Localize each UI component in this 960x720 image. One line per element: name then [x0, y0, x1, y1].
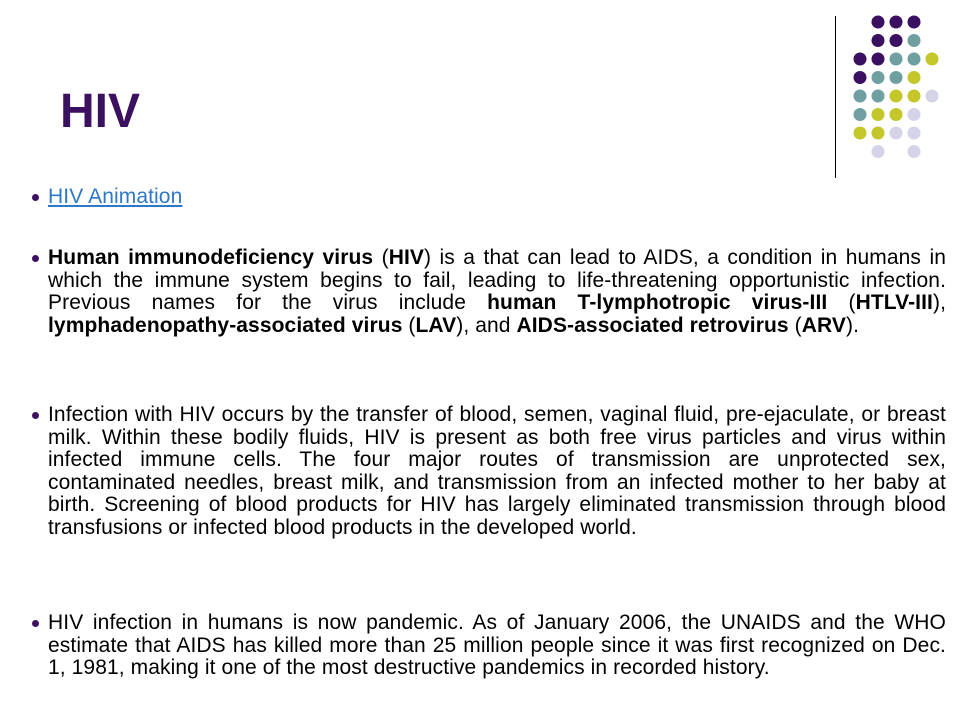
list-item	[36, 247, 946, 337]
bullet-icon	[32, 620, 39, 627]
hiv-animation-link[interactable]: HIV Animation	[48, 185, 183, 208]
decoration-dot	[854, 71, 867, 84]
decoration-dot	[872, 71, 885, 84]
text-span: ).	[845, 313, 860, 337]
text-span: (	[827, 291, 856, 314]
bullet-text: Infection with HIV occurs by the transfer of blood, semen, vaginal fluid, pre-ejaculate, or breast milk. Within these bodily fluids, HIV is present as both free virus particles and virus within infected immune cells. The four major routes of transmission are unprotected sex, contaminated needles, breast milk, and transmission from an infected mother to her baby at birth. Screening of blood products for HIV has largely eliminated transmission through blood transfusions or infected blood products in the developed world.	[48, 403, 946, 539]
decoration-dot	[854, 90, 867, 103]
decoration-dot	[926, 90, 939, 103]
decoration-dot	[890, 16, 903, 29]
text-span: (	[402, 313, 416, 337]
decoration-dot	[908, 71, 921, 84]
term-name: human T-lymphotropic virus-III	[487, 291, 828, 314]
text-span: (	[373, 246, 389, 269]
list-item	[36, 404, 946, 539]
decoration-dot	[908, 127, 921, 140]
text-span: ) is a that can lead to AIDS, a condition in humans in which the immune system begins to fail, leading to life-threatening opportunistic infection. Previous names for the virus include	[48, 246, 946, 314]
term-name: Human immunodeficiency virus	[48, 246, 374, 269]
text-span: ),	[932, 291, 947, 314]
decoration-dot	[890, 90, 903, 103]
decoration-dot	[908, 53, 921, 66]
dot-grid-decoration	[820, 10, 960, 180]
list-item	[36, 612, 946, 680]
bullet-icon	[32, 194, 39, 201]
decoration-dot	[872, 53, 885, 66]
decoration-dot	[872, 127, 885, 140]
term-abbrev: HIV	[388, 246, 425, 269]
text-span: (	[788, 313, 802, 337]
slide-title: HIV	[60, 85, 141, 138]
decoration-dot	[872, 16, 885, 29]
decoration-dot	[854, 108, 867, 121]
term-name: lymphadenopathy-associated virus	[48, 313, 403, 337]
decoration-dot	[872, 34, 885, 47]
bullet-text	[48, 247, 946, 337]
term-abbrev: LAV	[415, 313, 457, 337]
list-item	[36, 186, 182, 209]
decoration-dot	[890, 71, 903, 84]
decoration-dot	[890, 127, 903, 140]
vertical-divider	[835, 16, 836, 178]
decoration-dot	[926, 53, 939, 66]
decoration-dot	[890, 34, 903, 47]
bullet-icon	[32, 255, 39, 262]
decoration-dot	[908, 108, 921, 121]
term-name: AIDS-associated retrovirus	[516, 313, 789, 337]
decoration-dot	[890, 53, 903, 66]
decoration-dot	[908, 34, 921, 47]
bullet-text: HIV infection in humans is now pandemic. As of January 2006, the UNAIDS and the WHO estimate that AIDS has killed more than 25 million people since it was first recognized on Dec. 1, 1981, making it one of the most destructive pandemics in recorded history.	[48, 611, 946, 679]
term-abbrev: ARV	[801, 313, 846, 337]
decoration-dot	[908, 90, 921, 103]
decoration-dot	[854, 127, 867, 140]
decoration-dot	[872, 108, 885, 121]
decoration-dot	[908, 145, 921, 158]
decoration-dot	[854, 53, 867, 66]
text-span: ), and	[456, 313, 517, 337]
decoration-dot	[908, 16, 921, 29]
decoration-dot	[872, 90, 885, 103]
term-abbrev: HTLV-III	[855, 291, 933, 314]
decoration-dot	[872, 145, 885, 158]
decoration-dot	[890, 108, 903, 121]
bullet-icon	[32, 412, 39, 419]
